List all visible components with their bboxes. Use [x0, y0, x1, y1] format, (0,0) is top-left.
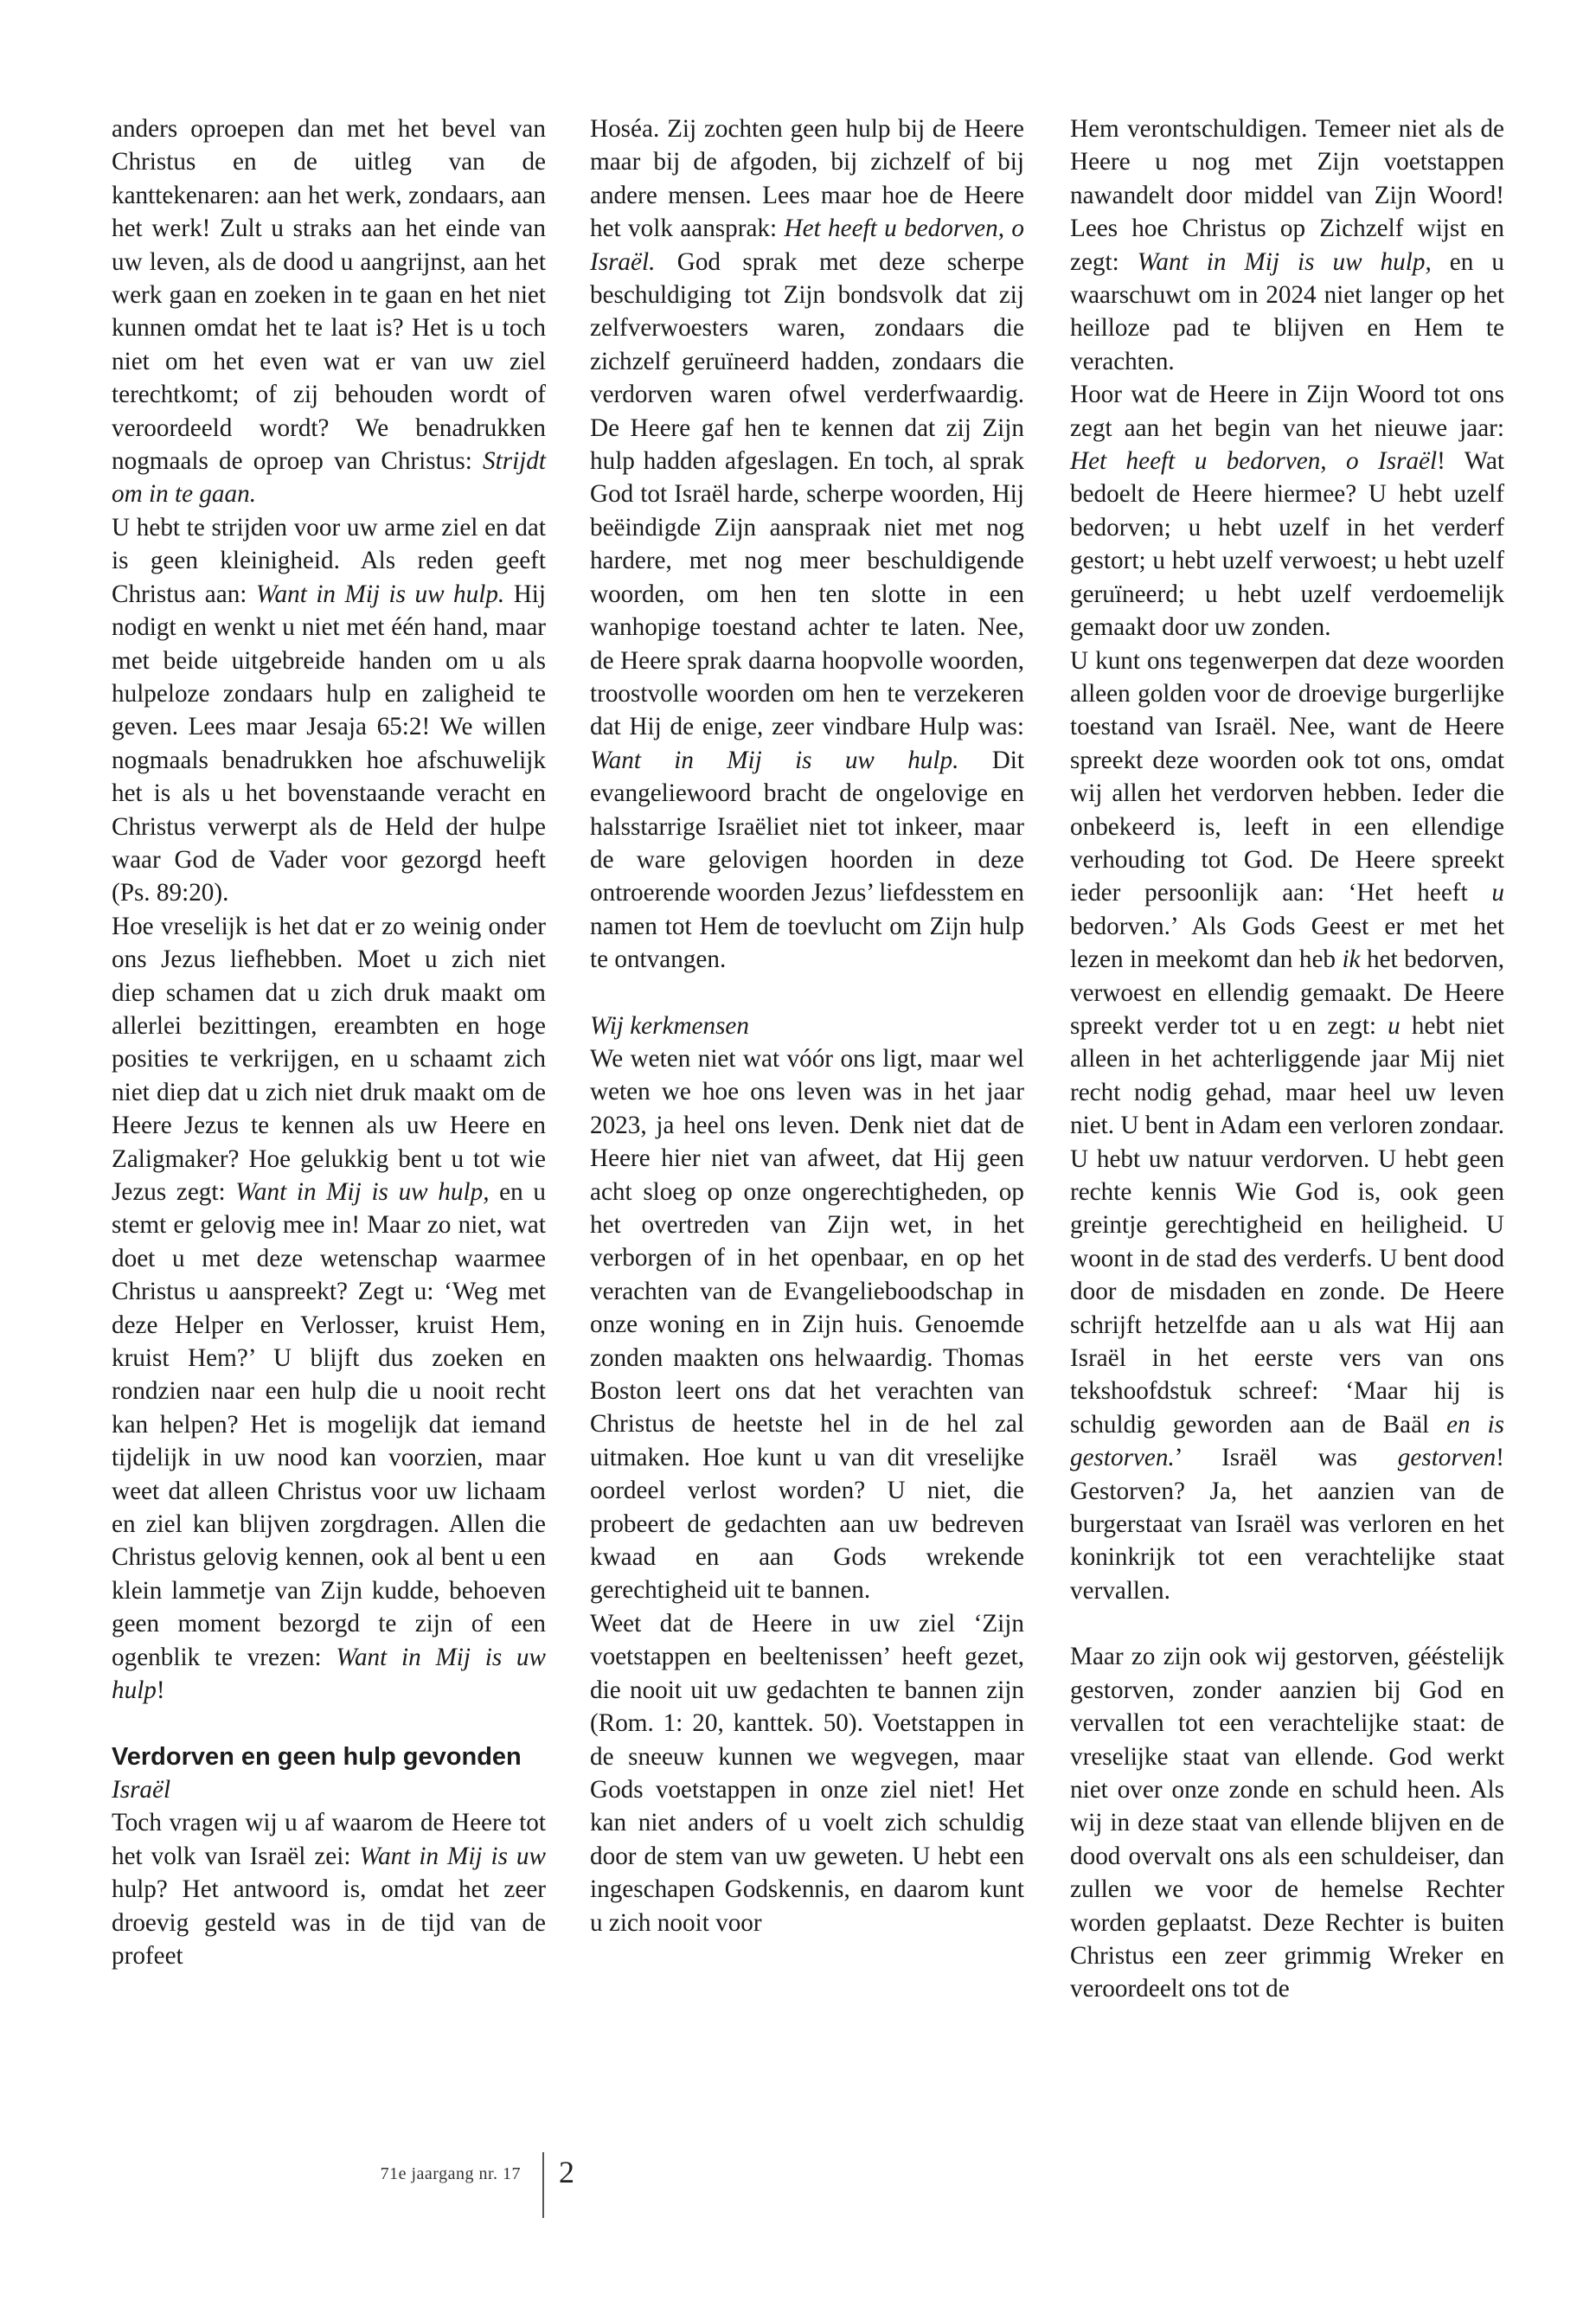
- text-run: Hoséa. Zij zochten geen hulp bij de Heere maar bij de afgoden, bij zichzelf of bij andere mensen. Lees maar hoe de Heere het volk aansprak:: [590, 115, 1024, 243]
- sub-heading: Israël: [112, 1775, 171, 1804]
- italic-quote: en is gestorven.: [1070, 1410, 1504, 1472]
- italic-quote: ik: [1342, 945, 1361, 974]
- text-run: en u stemt er gelovig mee in! Maar zo niet, wat doet u met deze wetenschap waarmee Christus u aanspreekt? Zegt u: ‘Weg met deze Helper en Verlosser, kruist Hem, kruist Hem?’ U blijft dus zoeken en rondzien naar een hulp die u nooit recht kan helpen? Het is mogelijk dat iemand tijdelijk in uw nood kan voorzien, maar weet dat alleen Christus voor uw lichaam en ziel kan blijven zorgdragen. Allen die Christus gelovig kennen, ook al bent u een klein lammetje van Zijn kudde, behoeven geen moment bezorgd te zijn of een ogenblik te vrezen:: [112, 1178, 546, 1671]
- text-run: hulp? Het antwoord is, omdat het zeer droevig gesteld was in de tijd van de profeet: [112, 1875, 546, 1970]
- paragraph: [590, 112, 1024, 977]
- italic-quote: Want in Mij is uw hulp: [112, 1643, 546, 1705]
- text-run: Hoe vreselijk is het dat er zo weinig onder ons Jezus liefhebben. Moet u zich niet diep schamen dat u zich druk maakt om allerlei bezittingen, ereambten en hoge posities te verkrijgen, en u schaamt zich niet diep dat u zich niet druk maakt om de Heere Jezus te kennen als uw Heere en Zaligmaker? Hoe gelukkig bent u tot wie Jezus zegt:: [112, 912, 546, 1206]
- italic-quote: Want in Mij is uw hulp,: [1137, 247, 1432, 276]
- italic-quote: Het heeft u bedorven, o Israël: [1070, 447, 1438, 476]
- paragraph: [1070, 112, 1504, 378]
- text-run: ! Gestorven? Ja, het aanzien van de burgerstaat van Israël was verloren en het koninkrijk tot een verachtelijke staat vervallen.: [1070, 1444, 1504, 1605]
- page-number: 2: [559, 2155, 574, 2189]
- text-run: anders oproepen dan met het bevel van Christus en de uitleg van de kanttekenaren: aan het werk, zondaars, aan het werk! Zult u straks aan het einde van uw leven, als de dood u aangrijnst, aan het werk gaan en zoeken in te gaan en het niet kunnen omdat het te laat is? Het is u toch niet om het even wat er van uw ziel terechtkomt; of zij behouden wordt of veroordeeld wordt? We benadrukken nogmaals de oproep van Christus:: [112, 115, 546, 476]
- text-run: God sprak met deze scherpe beschuldiging tot Zijn bondsvolk dat zij zelfverwoesters waren, zondaars die zichzelf geruïneerd hadden, zondaars die verdorven waren ofwel verderfwaardig. De Heere gaf hen te kennen dat zij Zijn hulp hadden afgeslagen. En toch, al sprak God tot Israël harde, scherpe woorden, Hij beëindigde Zijn aanspraak niet met nog hardere, met nog meer beschuldigende woorden, om hen ten slotte in een wanhopige toestand achter te laten. Nee, de Heere sprak daarna hoopvolle woorden, troostvolle woorden om hen te verzekeren dat Hij de enige, zeer vindbare Hulp was:: [590, 247, 1024, 741]
- text-run: en u waarschuwt om in 2024 niet langer op het heilloze pad te blijven en Hem te verachten.: [1070, 247, 1504, 375]
- paragraph: [112, 511, 546, 910]
- paragraph: [1070, 644, 1504, 1608]
- italic-quote: u: [1491, 879, 1504, 907]
- italic-quote: gestorven: [1397, 1444, 1497, 1472]
- text-run: het bedorven, verwoest en ellendig gemaakt. De Heere spreekt verder tot u en zegt:: [1070, 945, 1504, 1040]
- footer-divider: [542, 2152, 544, 2218]
- italic-quote: u: [1388, 1011, 1401, 1040]
- italic-quote: Strijdt om in te gaan.: [112, 447, 546, 509]
- text-column-3: [1070, 112, 1504, 2006]
- paragraph: [112, 1806, 546, 1972]
- text-column-1: [112, 112, 546, 1972]
- italic-quote: Want in Mij is uw: [359, 1842, 546, 1870]
- text-run: Toch vragen wij u af waarom de Heere tot het volk van Israël zei:: [112, 1809, 546, 1870]
- italic-quote: Want in Mij is uw hulp.: [255, 580, 505, 608]
- paragraph: [112, 112, 546, 511]
- text-run: bedorven.’ Als Gods Geest er met het lezen in meekomt dan heb: [1070, 912, 1504, 974]
- text-run: ! Wat bedoelt de Heere hiermee? U hebt uzelf bedorven; u hebt uzelf in het verderf gestort; u hebt uzelf verwoest; u hebt uzelf geruïneerd; u hebt uzelf verdoemelijk gemaakt door uw zonden.: [1070, 447, 1505, 642]
- italic-quote: Want in Mij is uw hulp.: [590, 746, 959, 774]
- paragraph: Maar zo zijn ook wij gestorven, gééstelijk gestorven, zonder aanzien bij God en vervallen tot een verachtelijke staat: de vreselijke staat van ellende. God werkt niet over onze zonde en schuld heen. Als wij in deze staat van ellende blijven en de dood overvalt ons als een schuldeiser, dan zullen we voor de hemelse Rechter worden geplaatst. Deze Rechter is buiten Christus een zeer grimmig Wreker en veroordeelt ons tot de: [1070, 1643, 1504, 2003]
- paragraph: [112, 910, 546, 1708]
- paragraph: We weten niet wat vóór ons ligt, maar wel weten we hoe ons leven was in het jaar 2023, ja heel ons leven. Denk niet dat de Heere hier niet van afweet, dat Hij geen acht sloeg op onze ongerechtigheden, op het overtreden van Zijn wet, in het verborgen of in het openbaar, en op het verachten van de Evangelieboodschap in onze woning en in Zijn huis. Genoemde zonden maakten ons helwaardig. Thomas Boston leert ons dat het verachten van Christus de heetste hel in de hel zal uitmaken. Hoe kunt u van dit vreselijke oordeel verlost worden? U niet, die probeert de gedachten aan uw bedreven kwaad en aan Gods wrekende gerechtigheid uit te bannen.: [590, 1044, 1024, 1605]
- section-heading: Verdorven en geen hulp gevonden: [112, 1742, 522, 1771]
- text-run: hebt niet alleen in het achterliggende jaar Mij niet recht nodig gehad, maar heel uw leven niet. U bent in Adam een verloren zondaar. U hebt uw natuur verdorven. U hebt geen rechte kennis Wie God is, ook geen greintje gerechtigheid en heiligheid. U woont in de stad des verderfs. U bent dood door de misdaden en zonde. De Heere schrijft hetzelfde aan u als wat Hij aan Israël in het eerste vers van ons tekshoofdstuk schreef: ‘Maar hij is schuldig geworden aan de Baäl: [1070, 1011, 1504, 1439]
- page-footer: [0, 2145, 1596, 2223]
- text-run: Dit evangeliewoord bracht de ongelovige en halsstarrige Israëliet niet tot inkeer, maar de ware gelovigen hoorden in deze ontroerende woorden Jezus’ liefdesstem en namen tot Hem de toevlucht om Zijn hulp te ontvangen.: [590, 746, 1025, 974]
- paragraph: Weet dat de Heere in uw ziel ‘Zijn voetstappen en beeltenissen’ heeft gezet, die nooit uit uw gedachten te bannen zijn (Rom. 1: 20, kanttek. 50). Voetstappen in de sneeuw kunnen we wegvegen, maar Gods voetstappen in onze ziel niet! Het kan niet anders of u voelt zich schuldig door de stem van uw geweten. U hebt een ingeschapen Godskennis, en daarom kunt u zich nooit voor: [590, 1609, 1024, 1937]
- text-run: U kunt ons tegenwerpen dat deze woorden alleen golden voor de droevige burgerlijke toestand van Israël. Nee, want de Heere spreekt deze woorden ook tot ons, omdat wij allen het verdorven hebben. Ieder die onbekeerd is, leeft in een ellendige verhouding tot God. De Heere spreekt ieder persoonlijk aan: ‘Het heeft: [1070, 646, 1504, 907]
- text-run: ’ Israël was: [1174, 1444, 1398, 1472]
- text-column-2: [590, 112, 1024, 1939]
- issue-label: 71e jaargang nr. 17: [380, 2164, 521, 2183]
- italic-quote: Want in Mij is uw hulp,: [235, 1178, 490, 1206]
- text-run: Hij nodigt en wenkt u niet met één hand, maar met beide uitgebreide handen om u als hulpeloze zondaars hulp en zaligheid te geven. Lees maar Jesaja 65:2! We willen nogmaals benadrukken hoe afschuwelijk het is als u het bovenstaande veracht en Christus verwerpt als de Held der hulpe waar God de Vader voor gezorgd heeft (Ps. 89:20).: [112, 580, 546, 907]
- italic-quote: Het heeft u bedorven, o Israël.: [590, 215, 1024, 276]
- text-run: U hebt te strijden voor uw arme ziel en dat is geen kleinigheid. Als reden geeft Christus aan:: [112, 513, 546, 608]
- paragraph: [1070, 378, 1504, 644]
- text-run: !: [156, 1676, 165, 1705]
- text-run: Hem verontschuldigen. Temeer niet als de Heere u nog met Zijn voetstappen nawandelt door middel van Zijn Woord! Lees hoe Christus op Zichzelf wijst en zegt:: [1070, 115, 1504, 276]
- text-run: Hoor wat de Heere in Zijn Woord tot ons zegt aan het begin van het nieuwe jaar:: [1070, 381, 1504, 442]
- sub-heading: Wij kerkmensen: [590, 1011, 749, 1040]
